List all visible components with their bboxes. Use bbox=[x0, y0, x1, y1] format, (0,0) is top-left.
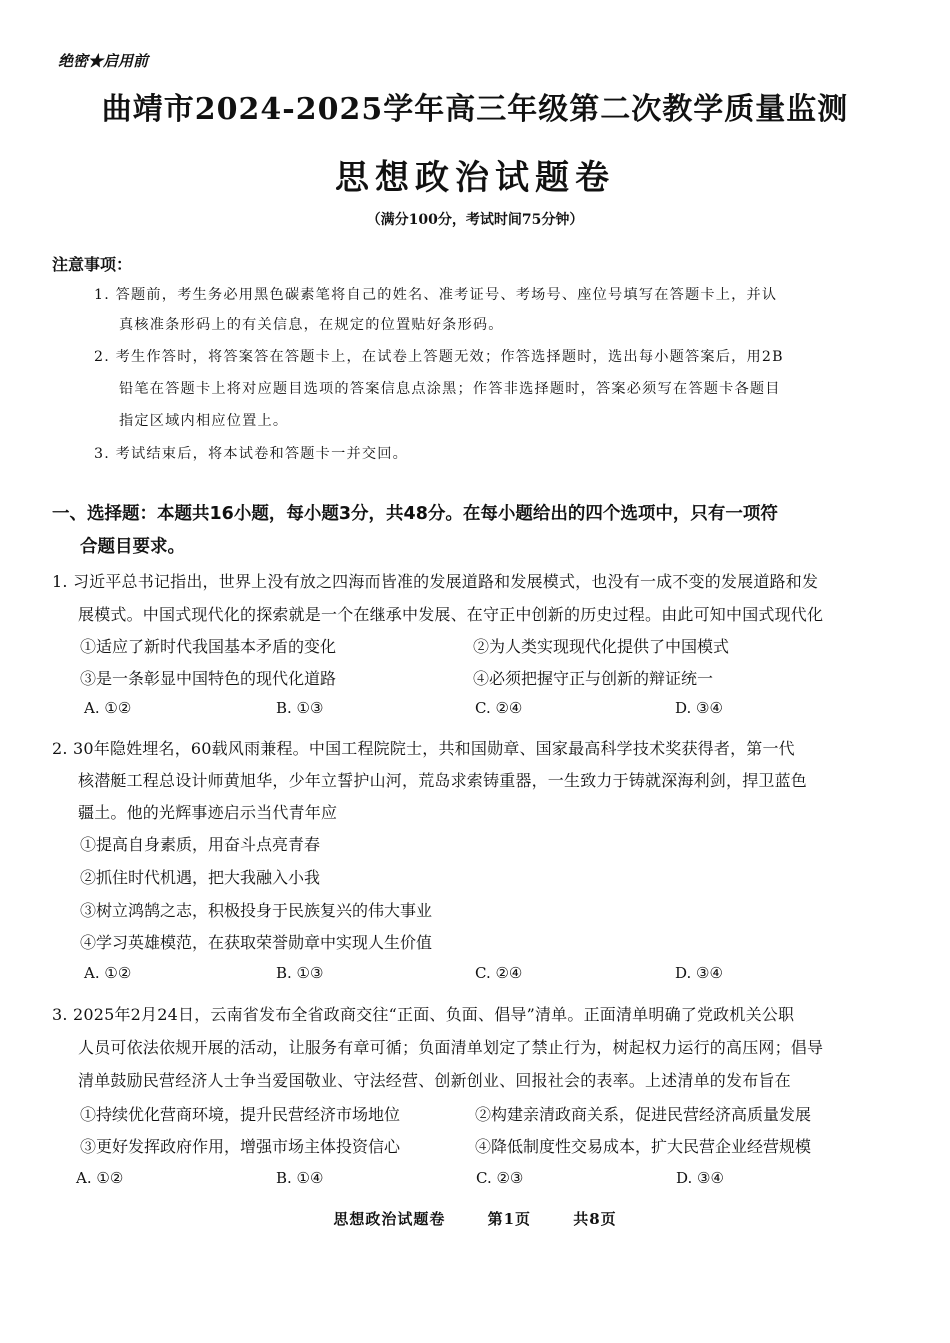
notice-title: 注意事项： bbox=[52, 255, 133, 274]
secret-label: 绝密★启用前 bbox=[58, 52, 149, 70]
question-1-answer-d: D. ③④ bbox=[675, 699, 723, 717]
question-3-line: 3. 2025年2月24日，云南省发布全省政商交往“正面、负面、倡导”清单。正面清单明确了党政机关公职 bbox=[52, 1005, 795, 1024]
question-3-answer-a: A. ①② bbox=[76, 1169, 124, 1187]
question-3-answer-d: D. ③④ bbox=[676, 1169, 724, 1187]
question-1-option: ①适应了新时代我国基本矛盾的变化 bbox=[80, 637, 337, 656]
notice-line: 3. 考试结束后，将本试卷和答题卡一并交回。 bbox=[94, 446, 409, 462]
exam-subtitle: （满分100分，考试时间75分钟） bbox=[366, 212, 584, 228]
question-1-answer-c: C. ②④ bbox=[475, 699, 523, 717]
question-2-option: ③树立鸿鹄之志，积极投身于民族复兴的伟大事业 bbox=[80, 901, 433, 920]
question-3-answer-c: C. ②③ bbox=[476, 1169, 524, 1187]
footer-page-number: 第1页 bbox=[487, 1210, 531, 1228]
notice-line: 1. 答题前，考生务必用黑色碳素笔将自己的姓名、准考证号、考场号、座位号填写在答题卡上，并认 bbox=[94, 287, 778, 303]
notice-line: 铅笔在答题卡上将对应题目选项的答案信息点涂黑；作答非选择题时，答案必须写在答题卡各题目 bbox=[119, 381, 781, 397]
question-1-line: 1. 习近平总书记指出，世界上没有放之四海而皆准的发展道路和发展模式，也没有一成不变的发展道路和发 bbox=[52, 572, 819, 591]
question-1-answer-b: B. ①③ bbox=[276, 699, 324, 717]
question-3-line: 人员可依法依规开展的活动，让服务有章可循；负面清单划定了禁止行为，树起权力运行的高压网；倡导 bbox=[78, 1038, 824, 1057]
notice-line: 指定区域内相应位置上。 bbox=[119, 413, 289, 429]
question-2-answer-a: A. ①② bbox=[84, 964, 132, 982]
question-2-answer-d: D. ③④ bbox=[675, 964, 723, 982]
question-3-option: ③更好发挥政府作用，增强市场主体投资信心 bbox=[80, 1137, 401, 1156]
notice-line: 真核准条形码上的有关信息，在规定的位置贴好条形码。 bbox=[119, 317, 504, 333]
question-2-line: 核潜艇工程总设计师黄旭华，少年立誓护山河，荒岛求索铸重器，一生致力于铸就深海利剑，捍卫蓝色 bbox=[78, 771, 808, 790]
question-3-answer-b: B. ①④ bbox=[276, 1169, 324, 1187]
section-heading: 合题目要求。 bbox=[80, 537, 185, 557]
question-1-answer-a: A. ①② bbox=[84, 699, 132, 717]
question-2-line: 疆土。他的光辉事迹启示当代青年应 bbox=[78, 803, 338, 822]
footer-paper-name: 思想政治试题卷 bbox=[333, 1210, 446, 1228]
question-2-line: 2. 30年隐姓埋名，60载风雨兼程。中国工程院院士，共和国勋章、国家最高科学技术奖获得者，第一代 bbox=[52, 739, 795, 758]
question-2-answer-b: B. ①③ bbox=[276, 964, 324, 982]
question-2-option: ④学习英雄模范，在获取荣誉勋章中实现人生价值 bbox=[80, 933, 433, 952]
footer-total-pages: 共8页 bbox=[573, 1210, 617, 1228]
question-1-option: ②为人类实现现代化提供了中国模式 bbox=[473, 637, 730, 656]
exam-title: 曲靖市2024-2025学年高三年级第二次教学质量监测 bbox=[101, 92, 849, 127]
page-footer bbox=[0, 1208, 950, 1229]
question-3-option: ①持续优化营商环境，提升民营经济市场地位 bbox=[80, 1105, 401, 1124]
subject-title: 思想政治试题卷 bbox=[335, 158, 615, 198]
question-1-option: ④必须把握守正与创新的辩证统一 bbox=[473, 669, 714, 688]
question-3-line: 清单鼓励民营经济人士争当爱国敬业、守法经营、创新创业、回报社会的表率。上述清单的发布旨在 bbox=[78, 1071, 791, 1090]
question-1-option: ③是一条彰显中国特色的现代化道路 bbox=[80, 669, 337, 688]
section-heading: 一、选择题：本题共16小题，每小题3分，共48分。在每小题给出的四个选项中，只有一项符 bbox=[52, 504, 778, 524]
question-2-option: ②抓住时代机遇，把大我融入小我 bbox=[80, 868, 321, 887]
question-3-option: ②构建亲清政商关系，促进民营经济高质量发展 bbox=[475, 1105, 812, 1124]
question-3-option: ④降低制度性交易成本，扩大民营企业经营规模 bbox=[475, 1137, 812, 1156]
question-1-line: 展模式。中国式现代化的探索就是一个在继承中发展、在守正中创新的历史过程。由此可知中国式现代化 bbox=[78, 605, 824, 624]
question-2-answer-c: C. ②④ bbox=[475, 964, 523, 982]
question-2-option: ①提高自身素质，用奋斗点亮青春 bbox=[80, 835, 321, 854]
notice-line: 2. 考生作答时，将答案答在答题卡上，在试卷上答题无效；作答选择题时，选出每小题答案后，用2B bbox=[94, 349, 784, 365]
